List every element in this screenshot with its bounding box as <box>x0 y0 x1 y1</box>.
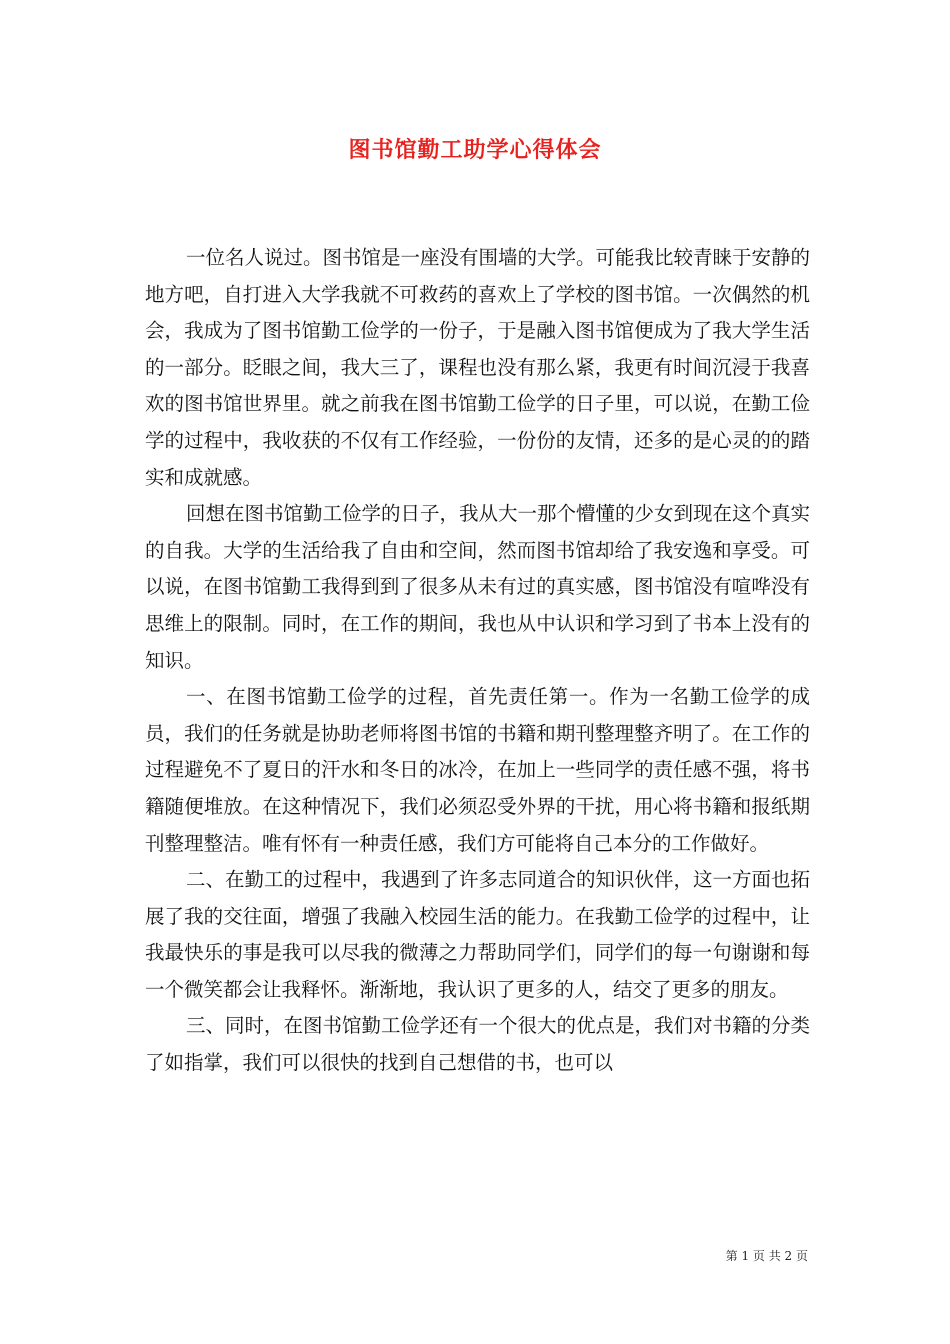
page-number-footer: 第 1 页 共 2 页 <box>725 1249 808 1263</box>
paragraph-point-two: 二、在勤工的过程中，我遇到了许多志同道合的知识伙伴，这一方面也拓展了我的交往面，增强了我融入校园生活的能力。在我勤工俭学的过程中，让我最快乐的事是我可以尽我的微薄之力帮助同学们，同学们的每一句谢谢和每一个微笑都会让我释怀。渐渐地，我认识了更多的人，结交了更多的朋友。 <box>145 868 810 1001</box>
paragraph-point-one: 一、在图书馆勤工俭学的过程，首先责任第一。作为一名勤工俭学的成员，我们的任务就是协助老师将图书馆的书籍和期刊整理整齐明了。在工作的过程避免不了夏日的汗水和冬日的冰冷，在加上一些同学的责任感不强，将书籍随便堆放。在这种情况下，我们必须忍受外界的干扰，用心将书籍和报纸期刊整理整洁。唯有怀有一种责任感，我们方可能将自己本分的工作做好。 <box>145 685 810 855</box>
document-title: 图书馆勤工助学心得体会 <box>348 137 602 163</box>
paragraph-recollection: 回想在图书馆勤工俭学的日子，我从大一那个懵懂的少女到现在这个真实的自我。大学的生活给我了自由和空间，然而图书馆却给了我安逸和享受。可以说，在图书馆勤工我得到到了很多从未有过的真实感，图书馆没有喧哗没有思维上的限制。同时，在工作的期间，我也从中认识和学习到了书本上没有的知识。 <box>145 502 810 672</box>
document-body <box>145 240 810 1082</box>
paragraph-intro: 一位名人说过。图书馆是一座没有围墙的大学。可能我比较青睐于安静的地方吧，自打进入大学我就不可救药的喜欢上了学校的图书馆。一次偶然的机会，我成为了图书馆勤工俭学的一份子，于是融入图书馆便成为了我大学生活的一部分。眨眼之间，我大三了，课程也没有那么紧，我更有时间沉浸于我喜欢的图书馆世界里。就之前我在图书馆勤工俭学的日子里，可以说，在勤工俭学的过程中，我收获的不仅有工作经验，一份份的友情，还多的是心灵的的踏实和成就感。 <box>145 246 810 489</box>
paragraph-point-three: 三、同时，在图书馆勤工俭学还有一个很大的优点是，我们对书籍的分类了如指掌，我们可以很快的找到自己想借的书，也可以 <box>145 1014 810 1075</box>
